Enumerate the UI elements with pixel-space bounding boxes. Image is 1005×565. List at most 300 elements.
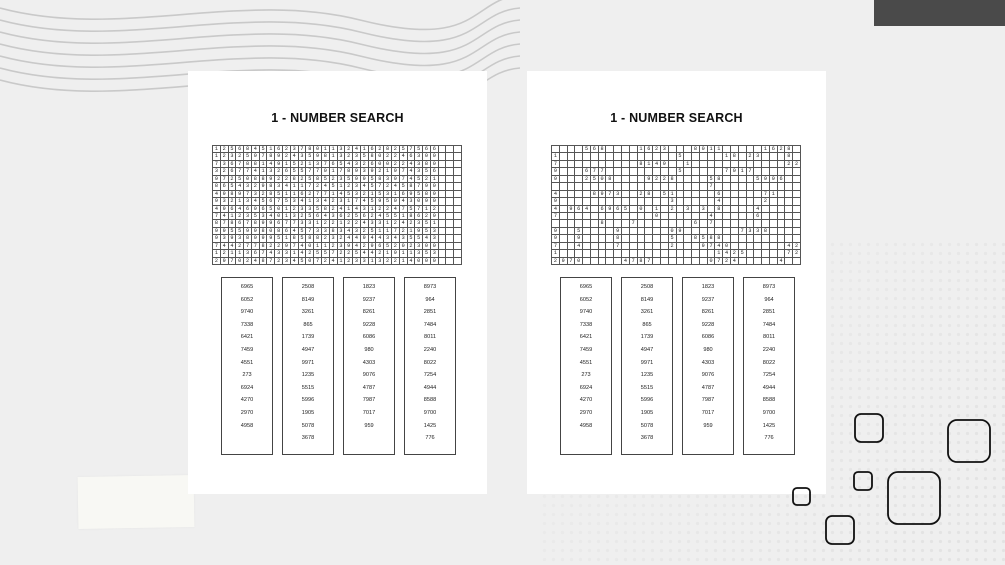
- grid-cell: 5: [275, 235, 283, 242]
- grid-cell: 4: [754, 206, 762, 213]
- grid-cell: [669, 183, 677, 190]
- grid-cell: 7: [236, 168, 244, 175]
- grid-cell: 5: [229, 146, 237, 153]
- grid-cell: 3: [684, 206, 692, 213]
- grid-cell: 5: [583, 146, 591, 153]
- grid-cell: [754, 198, 762, 205]
- grid-cell: [454, 243, 462, 250]
- word-list-number: 6421: [240, 334, 254, 341]
- grid-cell: [583, 220, 591, 227]
- grid-cell: [747, 258, 755, 265]
- grid-cell: 7: [291, 243, 299, 250]
- grid-cell: [778, 153, 786, 160]
- grid-cell: 4: [345, 235, 353, 242]
- grid-cell: 4: [299, 198, 307, 205]
- grid-cell: 4: [267, 213, 275, 220]
- grid-cell: [700, 198, 708, 205]
- grid-cell: 9: [260, 220, 268, 227]
- grid-cell: 1: [299, 183, 307, 190]
- word-list-number: 8011: [423, 334, 437, 341]
- word-list-number: 2508: [640, 284, 654, 290]
- grid-cell: [614, 220, 622, 227]
- word-lists: [221, 277, 457, 455]
- word-list-number: 2240: [762, 346, 776, 353]
- grid-cell: [793, 183, 801, 190]
- grid-cell: 7: [645, 258, 653, 265]
- word-list-number: 7987: [362, 397, 376, 404]
- grid-cell: 3: [415, 153, 423, 160]
- grid-cell: [599, 243, 607, 250]
- grid-cell: 6: [431, 168, 439, 175]
- grid-cell: 7: [229, 258, 237, 265]
- grid-cell: [552, 220, 560, 227]
- grid-cell: 1: [236, 198, 244, 205]
- grid-cell: 2: [299, 176, 307, 183]
- grid-cell: 8: [715, 206, 723, 213]
- grid-cell: [645, 220, 653, 227]
- word-list-number: 4303: [362, 359, 376, 366]
- grid-cell: 5: [299, 258, 307, 265]
- grid-cell: 6: [314, 213, 322, 220]
- grid-cell: 4: [361, 220, 369, 227]
- grid-cell: 8: [376, 176, 384, 183]
- grid-cell: 0: [306, 258, 314, 265]
- grid-cell: 2: [283, 153, 291, 160]
- word-list-number: 1905: [301, 409, 315, 416]
- grid-cell: 9: [770, 176, 778, 183]
- grid-cell: 6: [431, 146, 439, 153]
- grid-cell: [700, 228, 708, 235]
- grid-cell: 6: [260, 206, 268, 213]
- grid-cell: 4: [345, 228, 353, 235]
- grid-cell: [446, 250, 454, 257]
- grid-cell: [739, 183, 747, 190]
- grid-cell: [645, 228, 653, 235]
- grid-cell: [653, 220, 661, 227]
- grid-cell: [622, 161, 630, 168]
- grid-cell: 7: [400, 168, 408, 175]
- grid-cell: 2: [345, 220, 353, 227]
- grid-cell: 1: [400, 250, 408, 257]
- grid-cell: [614, 258, 622, 265]
- grid-cell: 2: [221, 250, 229, 257]
- grid-cell: 1: [314, 243, 322, 250]
- grid-cell: [454, 176, 462, 183]
- grid-cell: [684, 146, 692, 153]
- grid-cell: [723, 198, 731, 205]
- grid-cell: 5: [423, 168, 431, 175]
- grid-cell: 7: [408, 146, 416, 153]
- grid-cell: [661, 198, 669, 205]
- grid-cell: [770, 206, 778, 213]
- grid-cell: [653, 243, 661, 250]
- grid-cell: 1: [762, 146, 770, 153]
- grid-cell: 9: [606, 206, 614, 213]
- grid-cell: [583, 183, 591, 190]
- grid-cell: [700, 213, 708, 220]
- grid-cell: 4: [622, 258, 630, 265]
- grid-cell: 4: [252, 168, 260, 175]
- grid-cell: [583, 250, 591, 257]
- grid-cell: [661, 206, 669, 213]
- grid-cell: 6: [267, 198, 275, 205]
- grid-cell: 3: [299, 220, 307, 227]
- grid-cell: 6: [221, 183, 229, 190]
- grid-cell: 1: [708, 146, 716, 153]
- grid-cell: 7: [785, 250, 793, 257]
- grid-cell: [731, 146, 739, 153]
- grid-cell: [661, 183, 669, 190]
- grid-cell: [622, 220, 630, 227]
- grid-cell: 4: [392, 235, 400, 242]
- grid-cell: [770, 243, 778, 250]
- grid-cell: 1: [267, 146, 275, 153]
- grid-cell: 7: [591, 168, 599, 175]
- grid-cell: 8: [785, 146, 793, 153]
- puzzle-page-left: [188, 71, 487, 494]
- grid-cell: 9: [361, 235, 369, 242]
- grid-cell: 9: [762, 176, 770, 183]
- grid-cell: 2: [400, 161, 408, 168]
- grid-cell: 0: [423, 153, 431, 160]
- grid-cell: 8: [408, 213, 416, 220]
- grid-cell: 3: [353, 228, 361, 235]
- grid-cell: 3: [415, 161, 423, 168]
- grid-cell: [454, 191, 462, 198]
- grid-cell: [599, 258, 607, 265]
- word-list-number: 1739: [301, 334, 315, 341]
- grid-cell: [591, 250, 599, 257]
- grid-cell: 9: [361, 176, 369, 183]
- grid-cell: 4: [361, 183, 369, 190]
- grid-cell: [723, 235, 731, 242]
- grid-cell: 4: [400, 198, 408, 205]
- grid-cell: [778, 206, 786, 213]
- grid-cell: [614, 213, 622, 220]
- grid-cell: 1: [330, 146, 338, 153]
- grid-cell: 6: [275, 146, 283, 153]
- grid-cell: 5: [291, 161, 299, 168]
- grid-cell: 3: [384, 176, 392, 183]
- grid-cell: 9: [345, 243, 353, 250]
- grid-cell: [684, 250, 692, 257]
- grid-cell: 7: [630, 258, 638, 265]
- grid-cell: [754, 220, 762, 227]
- grid-cell: 2: [376, 250, 384, 257]
- word-list-number: 3678: [301, 435, 315, 442]
- grid-cell: 2: [345, 183, 353, 190]
- grid-cell: 3: [614, 191, 622, 198]
- grid-cell: [583, 235, 591, 242]
- grid-cell: 2: [361, 161, 369, 168]
- grid-cell: 3: [661, 146, 669, 153]
- word-list-number: 273: [581, 372, 591, 379]
- word-list-number: 8149: [301, 296, 315, 303]
- grid-cell: [677, 250, 685, 257]
- grid-cell: 8: [638, 161, 646, 168]
- grid-cell: [446, 191, 454, 198]
- grid-cell: 3: [314, 228, 322, 235]
- grid-cell: [692, 258, 700, 265]
- grid-cell: [583, 191, 591, 198]
- grid-cell: 9: [560, 258, 568, 265]
- word-list-number: 1425: [423, 422, 437, 429]
- grid-cell: 3: [244, 250, 252, 257]
- word-list-number: 9971: [640, 359, 654, 366]
- grid-cell: 7: [415, 183, 423, 190]
- grid-cell: 1: [322, 146, 330, 153]
- grid-cell: 7: [306, 228, 314, 235]
- grid-cell: 2: [785, 161, 793, 168]
- grid-cell: [754, 250, 762, 257]
- grid-cell: [630, 161, 638, 168]
- grid-cell: 4: [353, 235, 361, 242]
- grid-cell: 1: [645, 161, 653, 168]
- grid-cell: [560, 250, 568, 257]
- word-list-number: 1739: [640, 334, 654, 341]
- grid-cell: [684, 198, 692, 205]
- grid-cell: 9: [661, 161, 669, 168]
- grid-cell: [731, 183, 739, 190]
- grid-cell: 3: [431, 250, 439, 257]
- grid-cell: [708, 153, 716, 160]
- grid-cell: [778, 220, 786, 227]
- grid-cell: [591, 258, 599, 265]
- grid-cell: [622, 213, 630, 220]
- grid-cell: 6: [299, 191, 307, 198]
- word-list-number: 5996: [640, 397, 654, 404]
- word-list-number: 964: [425, 296, 435, 303]
- word-list-number: 1823: [701, 284, 715, 290]
- grid-cell: 4: [408, 258, 416, 265]
- grid-cell: [439, 161, 447, 168]
- grid-cell: [591, 243, 599, 250]
- grid-cell: [599, 161, 607, 168]
- grid-cell: 1: [236, 250, 244, 257]
- grid-cell: 6: [715, 191, 723, 198]
- grid-cell: [439, 258, 447, 265]
- grid-cell: [653, 153, 661, 160]
- grid-cell: 1: [283, 161, 291, 168]
- grid-cell: 0: [431, 198, 439, 205]
- grid-cell: 4: [229, 243, 237, 250]
- grid-cell: 7: [400, 176, 408, 183]
- grid-cell: 5: [229, 228, 237, 235]
- grid-cell: 5: [267, 206, 275, 213]
- grid-cell: [575, 176, 583, 183]
- grid-cell: 1: [770, 191, 778, 198]
- grid-cell: 4: [408, 176, 416, 183]
- grid-cell: [454, 161, 462, 168]
- grid-cell: [583, 243, 591, 250]
- grid-cell: [715, 161, 723, 168]
- word-list-number: 4787: [362, 384, 376, 391]
- grid-cell: [778, 213, 786, 220]
- grid-cell: [731, 191, 739, 198]
- word-list-number: 2970: [240, 409, 254, 416]
- grid-cell: [739, 198, 747, 205]
- grid-cell: 8: [260, 176, 268, 183]
- grid-cell: [700, 168, 708, 175]
- word-list-number: 6924: [579, 384, 593, 391]
- grid-cell: 4: [575, 243, 583, 250]
- word-list-column: [282, 277, 334, 455]
- grid-cell: [661, 235, 669, 242]
- grid-cell: [439, 191, 447, 198]
- grid-cell: 3: [353, 258, 361, 265]
- grid-cell: [669, 153, 677, 160]
- grid-cell: 0: [376, 153, 384, 160]
- grid-cell: [669, 258, 677, 265]
- grid-cell: [645, 235, 653, 242]
- torn-paper-decoration: [78, 475, 195, 529]
- grid-cell: 5: [408, 206, 416, 213]
- word-list-number: 4947: [301, 346, 315, 353]
- grid-cell: [778, 250, 786, 257]
- grid-cell: [568, 220, 576, 227]
- grid-cell: 3: [338, 198, 346, 205]
- grid-cell: 3: [384, 235, 392, 242]
- grid-cell: 2: [299, 161, 307, 168]
- grid-cell: 8: [614, 235, 622, 242]
- grid-cell: [715, 153, 723, 160]
- grid-cell: 5: [369, 183, 377, 190]
- grid-cell: [439, 168, 447, 175]
- grid-cell: 5: [291, 168, 299, 175]
- word-list-column: [404, 277, 456, 455]
- grid-cell: 2: [723, 258, 731, 265]
- grid-cell: [560, 235, 568, 242]
- grid-cell: 3: [314, 161, 322, 168]
- grid-cell: [591, 213, 599, 220]
- grid-cell: [747, 220, 755, 227]
- grid-cell: [622, 191, 630, 198]
- grid-cell: 5: [322, 250, 330, 257]
- word-list-number: 6052: [240, 296, 254, 303]
- grid-cell: [575, 198, 583, 205]
- grid-cell: [622, 168, 630, 175]
- grid-cell: 1: [345, 206, 353, 213]
- grid-cell: 3: [353, 191, 361, 198]
- grid-cell: 7: [376, 183, 384, 190]
- grid-cell: 5: [415, 176, 423, 183]
- grid-cell: [785, 228, 793, 235]
- grid-cell: 3: [275, 250, 283, 257]
- grid-cell: [677, 206, 685, 213]
- grid-cell: 3: [754, 228, 762, 235]
- grid-cell: [715, 228, 723, 235]
- page-title: 1 - NUMBER SEARCH: [610, 111, 743, 125]
- grid-cell: [446, 176, 454, 183]
- grid-cell: 3: [244, 213, 252, 220]
- grid-cell: [747, 198, 755, 205]
- grid-cell: 2: [338, 250, 346, 257]
- grid-cell: [575, 250, 583, 257]
- grid-cell: 1: [376, 228, 384, 235]
- word-list-number: 4958: [240, 422, 254, 429]
- grid-cell: [446, 168, 454, 175]
- grid-cell: 1: [229, 250, 237, 257]
- grid-cell: [708, 228, 716, 235]
- grid-cell: 5: [423, 250, 431, 257]
- grid-cell: 7: [715, 258, 723, 265]
- grid-cell: 8: [213, 183, 221, 190]
- grid-cell: [785, 258, 793, 265]
- grid-cell: 7: [299, 146, 307, 153]
- grid-cell: [692, 183, 700, 190]
- grid-cell: [731, 161, 739, 168]
- word-list-column: [221, 277, 273, 455]
- grid-cell: 3: [244, 183, 252, 190]
- grid-cell: 6: [423, 146, 431, 153]
- word-list-number: 6965: [240, 284, 254, 290]
- grid-cell: 1: [330, 168, 338, 175]
- grid-cell: [446, 220, 454, 227]
- grid-cell: 0: [708, 258, 716, 265]
- grid-cell: [677, 176, 685, 183]
- grid-cell: [754, 146, 762, 153]
- grid-cell: [684, 220, 692, 227]
- grid-cell: [793, 198, 801, 205]
- grid-cell: [638, 213, 646, 220]
- grid-cell: 1: [638, 146, 646, 153]
- grid-cell: [606, 228, 614, 235]
- grid-cell: 1: [291, 250, 299, 257]
- grid-cell: 2: [361, 228, 369, 235]
- grid-cell: [762, 213, 770, 220]
- grid-cell: [575, 183, 583, 190]
- grid-cell: [622, 228, 630, 235]
- grid-cell: [708, 191, 716, 198]
- grid-cell: 5: [338, 161, 346, 168]
- grid-cell: 3: [330, 235, 338, 242]
- grid-cell: 9: [213, 235, 221, 242]
- grid-cell: 3: [330, 213, 338, 220]
- grid-cell: [454, 213, 462, 220]
- grid-cell: 2: [392, 220, 400, 227]
- grid-cell: 4: [291, 258, 299, 265]
- grid-cell: 1: [384, 220, 392, 227]
- grid-cell: [446, 243, 454, 250]
- grid-cell: [677, 146, 685, 153]
- grid-cell: [454, 250, 462, 257]
- grid-cell: [630, 213, 638, 220]
- grid-cell: 7: [213, 243, 221, 250]
- grid-cell: 5: [700, 235, 708, 242]
- grid-cell: 1: [431, 220, 439, 227]
- grid-cell: [770, 198, 778, 205]
- grid-cell: 3: [283, 258, 291, 265]
- word-list-number: 5515: [640, 384, 654, 391]
- grid-cell: [614, 183, 622, 190]
- grid-cell: 8: [599, 220, 607, 227]
- grid-cell: 9: [252, 228, 260, 235]
- grid-cell: 5: [322, 176, 330, 183]
- grid-cell: [793, 213, 801, 220]
- grid-cell: 9: [677, 228, 685, 235]
- grid-cell: 2: [330, 220, 338, 227]
- word-list-number: 6965: [579, 284, 593, 290]
- grid-cell: 4: [723, 250, 731, 257]
- grid-cell: 4: [291, 153, 299, 160]
- word-list-number: 865: [303, 321, 313, 328]
- grid-cell: 6: [236, 220, 244, 227]
- grid-cell: [606, 243, 614, 250]
- word-list-number: 1425: [762, 422, 776, 429]
- grid-cell: 2: [384, 183, 392, 190]
- grid-cell: 4: [236, 183, 244, 190]
- word-list-number: 8022: [762, 359, 776, 366]
